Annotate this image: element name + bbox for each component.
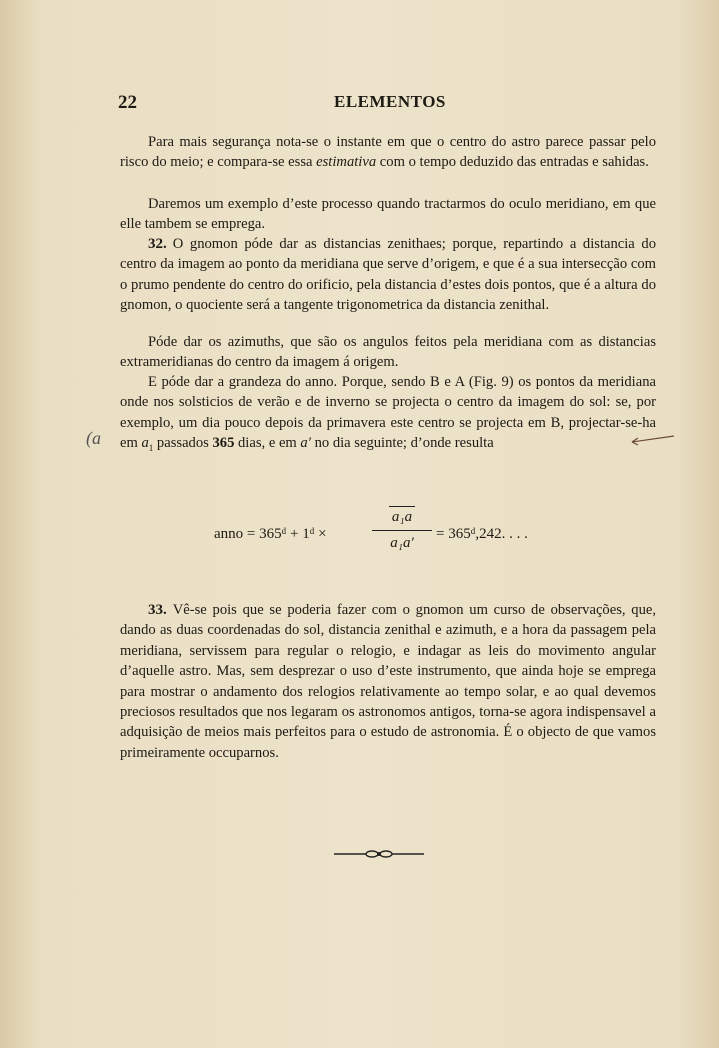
paragraph-section-33 (120, 600, 656, 763)
paragraph-year-length (120, 372, 656, 459)
page-header (118, 92, 638, 118)
paragraph-azimuths (120, 332, 656, 373)
paragraph-1-text-b: com o tempo deduzido das entradas e sahidas. (376, 154, 649, 171)
margin-pencil-mark: (a (86, 428, 101, 448)
point-a1-subscript: 1 (148, 443, 154, 454)
fraction-bar (372, 530, 432, 531)
ornament-divider-icon (334, 846, 424, 862)
paragraph-section-32-text: O gnomon póde dar as distancias zenithaes; porque, repartindo a distancia do centro da imagem ao ponto da meridiana que serve d’origem, e que é a sua intersecção com o prumo pendente do centro do orificio, pela distancia d’estes dois pontos, que é a altura do gnomon, o quociente será a tangente trigonometrica da distancia zenithal. (120, 236, 656, 314)
days-count: 365 (212, 435, 235, 452)
paragraph-2 (120, 194, 656, 235)
paragraph-azimuths-text: Póde dar os azimuths, que são os angulos feitos pela meridiana com as distancias extrameridianas do centro da imagem á origem. (120, 334, 656, 371)
paragraph-year-text-d: no dia seguinte; d’onde resulta (310, 435, 494, 452)
page-number: 22 (118, 92, 137, 113)
paragraph-1-text-a: Para mais segurança nota-se o instante em que o centro do astro parece passar pelo risco do meio; e compara-se essa (120, 134, 656, 171)
formula-numerator: a₁a (391, 509, 413, 525)
section-number-32: 32. (148, 236, 167, 252)
year-formula (214, 502, 614, 572)
point-a1: a (141, 435, 149, 452)
paragraph-year-text-b: passados (153, 435, 213, 452)
formula-fraction (372, 506, 432, 552)
numerator-overline (389, 506, 415, 507)
running-title: ELEMENTOS (334, 92, 446, 111)
formula-denominator: a₁a′ (390, 535, 414, 551)
paragraph-year-text-c: dias, e em (234, 435, 301, 452)
paragraph-year-text-a: E póde dar a grandeza do anno. Porque, sendo B e A (Fig. 9) os pontos da meridiana onde nos solsticios de verão e de inverno se projecta o centro da imagem do sol: se, por exemplo, um dia pouco depois da primavera este centro se projecta em B, projectar-se-ha em (120, 374, 656, 452)
formula-left: anno = 365ᵈ + 1ᵈ × (214, 526, 327, 542)
paragraph-section-33-text: Vê-se pois que se poderia fazer com o gnomon um curso de observações, que, dando as duas coordenadas do sol, distancia zenithal e azimuth, e a hora da passagem pela meridiana, servissem para regular o relogio, e indagar as leis do movimento angular d’aquelle astro. Mas, sem desprezar o uso d’este instrumento, que ainda hoje se emprega para mostrar o andamento dos relogios relativamente ao tempo solar, e ao qual devemos preciosos resultados que nos legaram os astronomos antigos, torna-se agora indispensavel a adquisição de meios mais perfeitos para o estudo de astronomia. É o objecto de que vamos primeiramente occuparnos. (120, 602, 656, 761)
paragraph-section-32 (120, 234, 656, 316)
pencil-arrow-icon (630, 432, 680, 448)
section-number-33: 33. (148, 602, 167, 618)
paragraph-1-emphasis: estimativa (316, 154, 377, 171)
paragraph-1 (120, 132, 656, 173)
point-a-prime: a′ (300, 435, 311, 452)
formula-right: = 365ᵈ,242. . . . (436, 526, 528, 542)
paragraph-2-text: Daremos um exemplo d’este processo quando tractarmos do oculo meridiano, em que elle tambem se emprega. (120, 196, 656, 233)
